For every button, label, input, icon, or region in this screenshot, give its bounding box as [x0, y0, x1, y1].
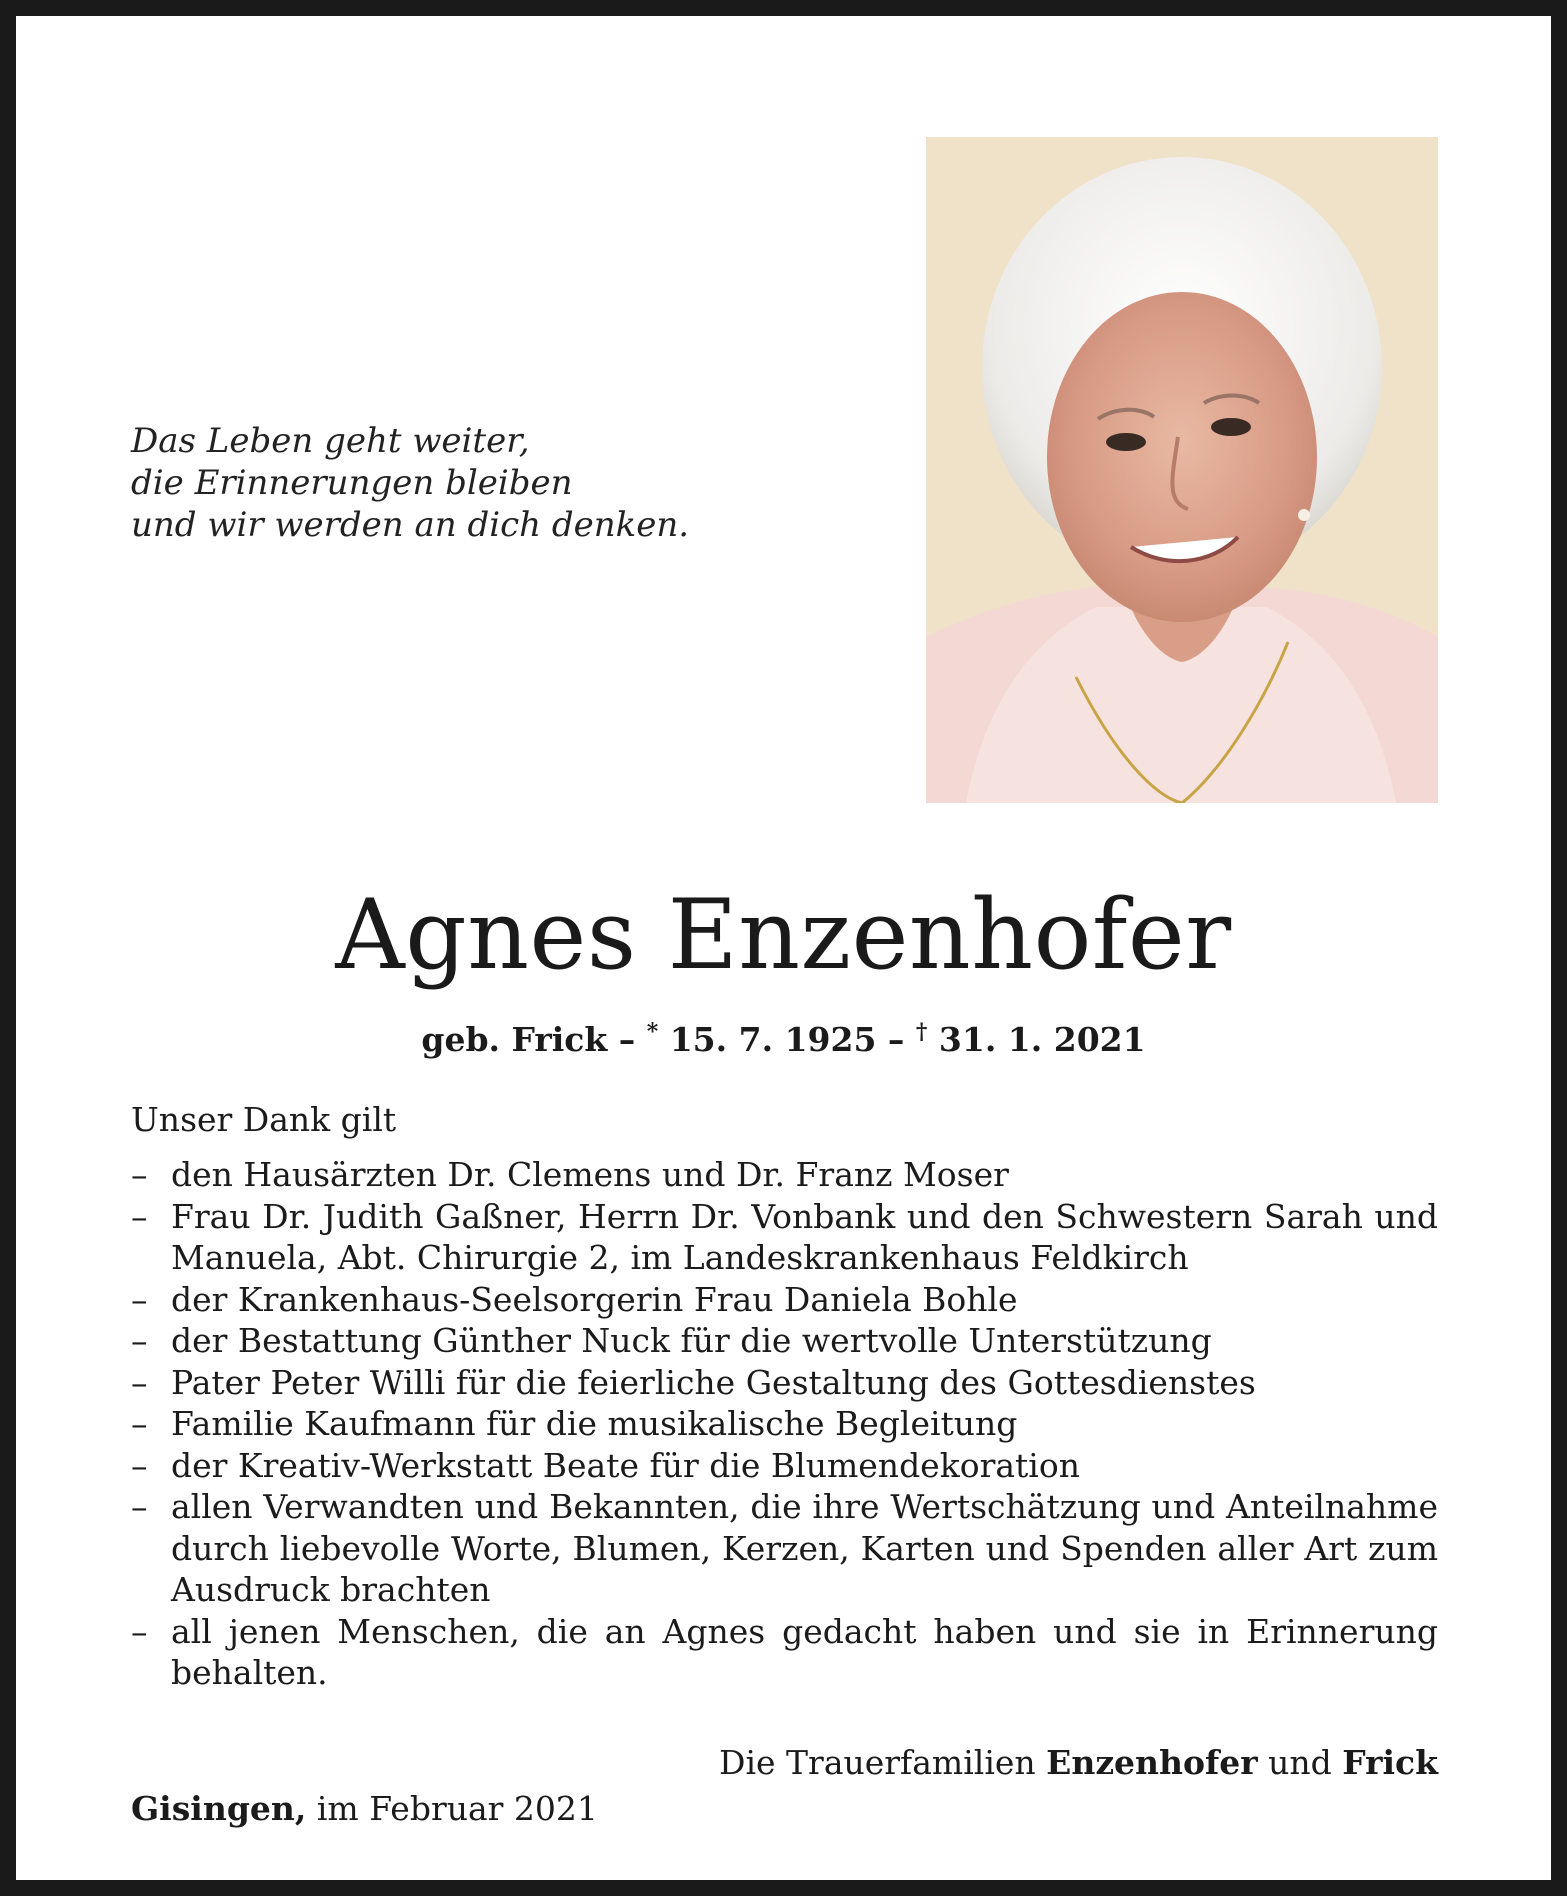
birth-date: 15. 7. 1925	[658, 1020, 877, 1059]
signature-prefix: Die Trauerfamilien	[719, 1743, 1047, 1782]
dash-icon: –	[131, 1362, 148, 1402]
quote-line-1: Das Leben geht weiter,	[131, 421, 530, 461]
family-name-2: Frick	[1342, 1743, 1438, 1782]
thanks-list	[131, 1154, 1438, 1694]
list-item-text: der Kreativ-Werkstatt Beate für die Blumendekoration	[171, 1445, 1080, 1485]
list-item	[131, 1403, 1438, 1445]
memorial-quote	[131, 420, 689, 546]
list-item-text: der Krankenhaus-Seelsorgerin Frau Daniela Bohle	[171, 1279, 1018, 1319]
dates-separator: –	[607, 1020, 647, 1059]
list-item	[131, 1611, 1438, 1694]
list-item	[131, 1154, 1438, 1196]
list-item	[131, 1196, 1438, 1279]
dash-icon: –	[131, 1196, 148, 1236]
obituary-page	[16, 16, 1551, 1880]
maiden-name: geb. Frick	[421, 1020, 608, 1059]
list-item-text: der Bestattung Günther Nuck für die wertvolle Unterstützung	[171, 1321, 1212, 1360]
list-item-text: allen Verwandten und Bekannten, die ihre Wertschätzung und Anteilnahme durch liebevolle Worte, Blumen, Kerzen, Karten und Spenden aller Art zum Ausdruck brachten	[171, 1487, 1438, 1609]
list-item	[131, 1445, 1438, 1487]
place-date: im Februar 2021	[306, 1789, 598, 1828]
list-item	[131, 1362, 1438, 1404]
list-item-text: Familie Kaufmann für die musikalische Begleitung	[171, 1404, 1018, 1443]
death-mark: †	[915, 1019, 928, 1045]
quote-line-2: die Erinnerungen bleiben	[131, 463, 573, 503]
dash-icon: –	[131, 1445, 148, 1485]
list-item-text: Frau Dr. Judith Gaßner, Herrn Dr. Vonbank und den Schwestern Sarah und Manuela, Abt. Chirurgie 2, im Landeskrankenhaus Feldkirch	[171, 1196, 1438, 1277]
life-dates	[16, 1012, 1551, 1060]
list-item-text: Pater Peter Willi für die feierliche Gestaltung des Gottesdienstes	[171, 1362, 1256, 1402]
signature-joiner: und	[1257, 1743, 1343, 1782]
list-item-text: all jenen Menschen, die an Agnes gedacht haben und sie in Erinnerung behalten.	[171, 1611, 1438, 1692]
quote-line-3: und wir werden an dich denken.	[131, 505, 690, 545]
birth-mark: *	[646, 1019, 659, 1045]
dash-icon: –	[131, 1321, 148, 1360]
portrait-photo-icon	[926, 137, 1438, 803]
list-item-text: den Hausärzten Dr. Clemens und Dr. Franz Moser	[171, 1155, 1009, 1194]
thanks-intro: Unser Dank gilt	[131, 1100, 397, 1139]
family-signature	[719, 1742, 1438, 1784]
list-item	[131, 1486, 1438, 1611]
dash-icon: –	[131, 1155, 148, 1194]
list-item	[131, 1320, 1438, 1362]
deceased-name: Agnes Enzenhofer	[335, 879, 1232, 991]
place-town: Gisingen,	[131, 1789, 307, 1828]
dash-icon: –	[131, 1279, 148, 1319]
dash-icon: –	[131, 1487, 148, 1526]
dash-icon: –	[131, 1404, 148, 1443]
list-item	[131, 1279, 1438, 1321]
family-name-1: Enzenhofer	[1046, 1743, 1258, 1782]
death-date: 31. 1. 2021	[927, 1020, 1146, 1059]
dash-icon: –	[131, 1611, 148, 1651]
place-and-date	[131, 1788, 598, 1830]
dates-separator: –	[876, 1020, 916, 1059]
